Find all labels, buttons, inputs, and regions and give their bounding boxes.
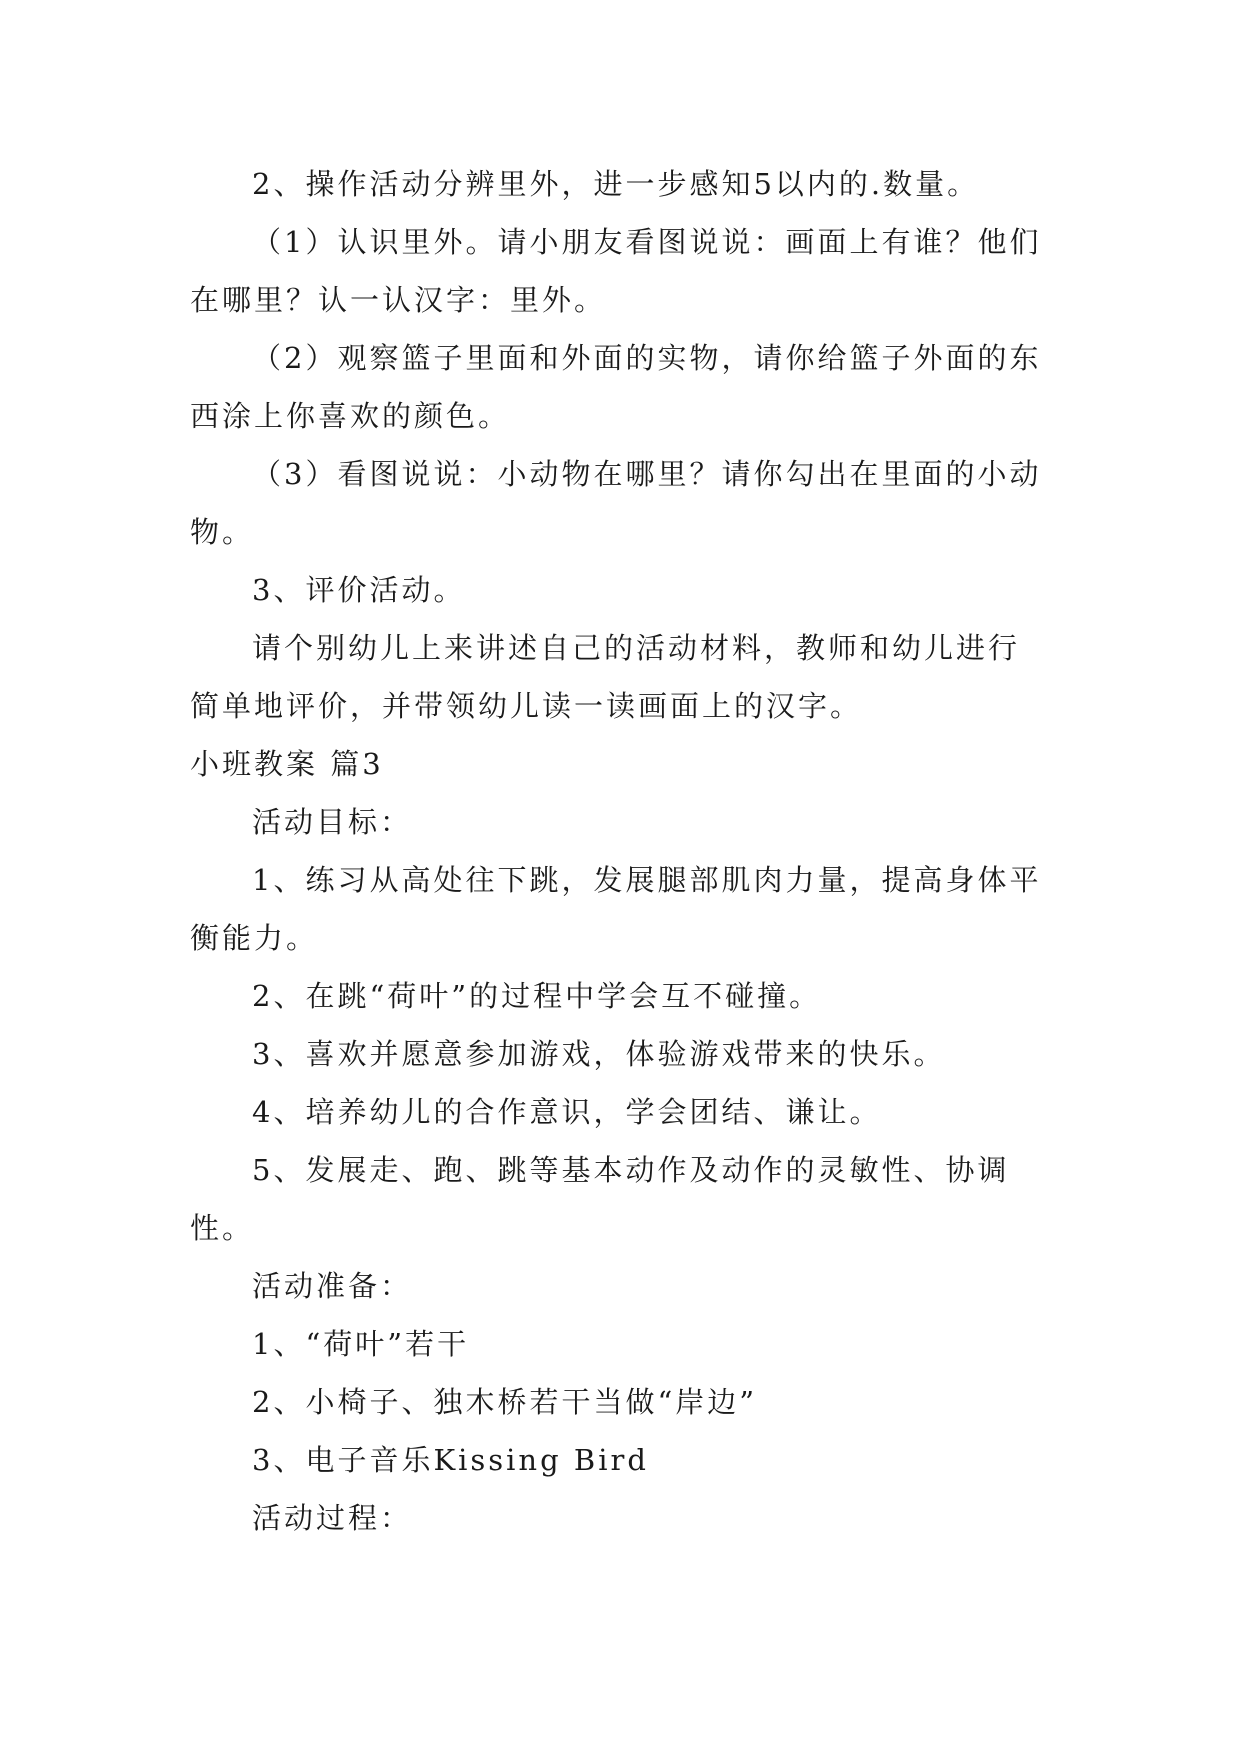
paragraph-goals-heading: 活动目标： bbox=[252, 805, 413, 839]
paragraph-prep-2: 2、小椅子、独木桥若干当做“岸边” bbox=[252, 1385, 758, 1419]
section-heading: 小班教案 篇3 bbox=[190, 747, 384, 781]
paragraph-goal-3: 3、喜欢并愿意参加游戏，体验游戏带来的快乐。 bbox=[252, 1037, 946, 1071]
paragraph-step-2: 2、操作活动分辨里外，进一步感知5以内的.数量。 bbox=[252, 167, 980, 201]
paragraph-goal-4: 4、培养幼儿的合作意识，学会团结、谦让。 bbox=[252, 1095, 882, 1129]
paragraph-step-2-3: （3）看图说说：小动物在哪里？请你勾出在里面的小动物。 bbox=[190, 457, 1042, 549]
paragraph-step-2-2: （2）观察篮子里面和外面的实物，请你给篮子外面的东西涂上你喜欢的颜色。 bbox=[190, 341, 1042, 433]
paragraph-prep-3: 3、电子音乐Kissing Bird bbox=[252, 1443, 649, 1477]
paragraph-process-heading: 活动过程： bbox=[252, 1501, 413, 1535]
paragraph-evaluation: 请个别幼儿上来讲述自己的活动材料，教师和幼儿进行简单地评价，并带领幼儿读一读画面上的汉字。 bbox=[190, 631, 1021, 723]
paragraph-prep-heading: 活动准备： bbox=[252, 1269, 413, 1303]
document-body bbox=[190, 155, 1050, 1547]
paragraph-step-2-1: （1）认识里外。请小朋友看图说说：画面上有谁？他们在哪里？认一认汉字：里外。 bbox=[190, 225, 1042, 317]
paragraph-goal-2: 2、在跳“荷叶”的过程中学会互不碰撞。 bbox=[252, 979, 822, 1013]
paragraph-goal-5: 5、发展走、跑、跳等基本动作及动作的灵敏性、协调性。 bbox=[190, 1153, 1010, 1245]
paragraph-prep-1: 1、“荷叶”若干 bbox=[252, 1327, 470, 1361]
paragraph-step-3: 3、评价活动。 bbox=[252, 573, 466, 607]
paragraph-goal-1: 1、练习从高处往下跳，发展腿部肌肉力量，提高身体平衡能力。 bbox=[190, 863, 1042, 955]
